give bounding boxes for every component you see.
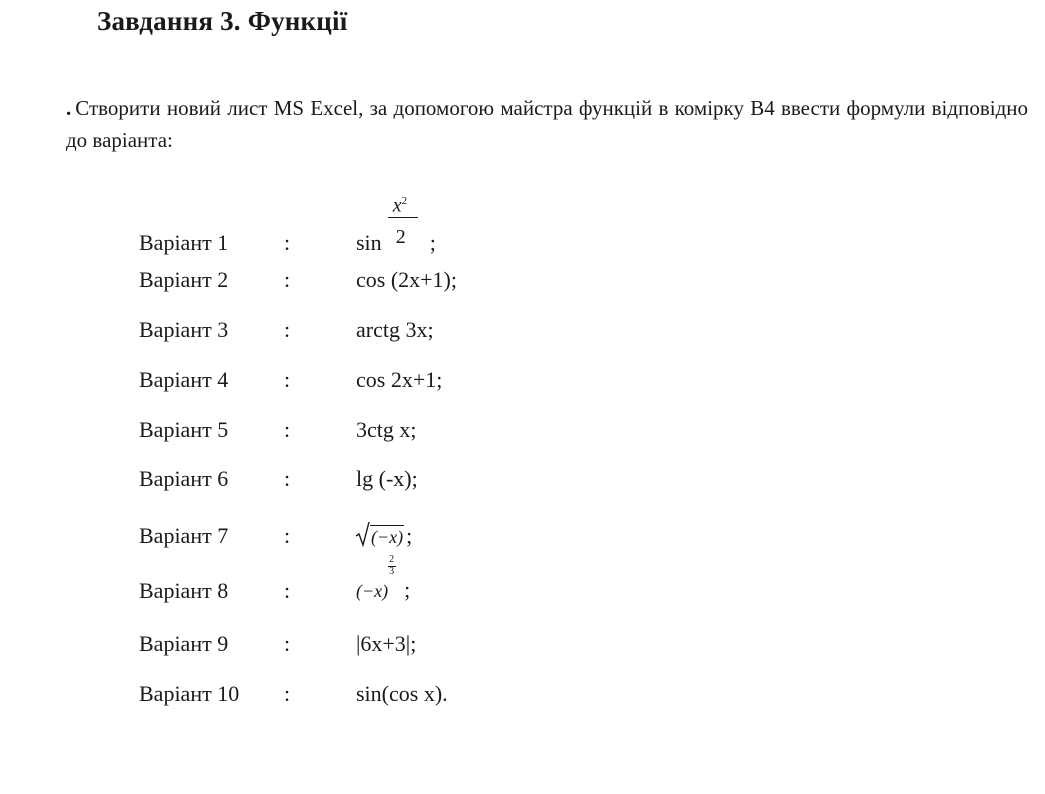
exponent-denominator: 3 xyxy=(389,566,395,577)
variant-colon: : xyxy=(284,523,291,548)
variant-formula xyxy=(356,554,411,604)
variant-label: Варіант 3 xyxy=(139,317,229,342)
power-exponent xyxy=(388,554,398,597)
variant-colon: : xyxy=(284,230,291,255)
variant-colon: : xyxy=(284,466,291,491)
variant-formula: |6x+3|; xyxy=(356,631,417,656)
power-base: (−x) xyxy=(356,581,389,601)
fraction-denominator: 2 xyxy=(395,226,406,248)
variant-colon: : xyxy=(284,367,291,392)
variant-formula: sin(cos x). xyxy=(356,681,448,706)
variant-row-2 xyxy=(0,259,700,293)
numerator-exponent: 2 xyxy=(401,195,408,207)
variant-row-8 xyxy=(0,554,700,604)
instruction-bullet: . xyxy=(66,96,72,120)
variant-row-3 xyxy=(0,309,700,343)
variant-label: Варіант 7 xyxy=(139,523,229,548)
variant-row-9 xyxy=(0,623,700,657)
variant-label: Варіант 2 xyxy=(139,267,229,292)
variant-label: Варіант 9 xyxy=(139,631,229,656)
formula-tail: ; xyxy=(406,523,413,548)
variant-formula xyxy=(356,194,436,256)
instruction-text: Створити новий лист MS Excel, за допомогою майстра функцій в комірку B4 ввести формули відповідно до варіанта: xyxy=(66,96,1028,152)
variant-formula: lg (-x); xyxy=(356,466,418,491)
exponent-numerator: 2 xyxy=(389,554,395,565)
variant-colon: : xyxy=(284,267,291,292)
variant-row-7 xyxy=(0,515,700,549)
variant-formula: cos (2x+1); xyxy=(356,267,457,292)
variant-label: Варіант 5 xyxy=(139,417,229,442)
variant-row-1 xyxy=(0,194,700,256)
formula-tail: ; xyxy=(429,230,436,255)
formula-fraction xyxy=(388,194,420,250)
variant-formula: arctg 3x; xyxy=(356,317,434,342)
variant-label: Варіант 6 xyxy=(139,466,229,491)
variant-label: Варіант 8 xyxy=(139,578,229,603)
variant-label: Варіант 10 xyxy=(139,681,240,706)
formula-tail: ; xyxy=(404,577,411,602)
fraction-bar xyxy=(388,217,418,218)
radicand: (−x) xyxy=(371,527,404,547)
variant-colon: : xyxy=(284,631,291,656)
task-instruction xyxy=(66,92,1028,156)
variant-row-10 xyxy=(0,673,700,707)
variant-colon: : xyxy=(284,317,291,342)
fraction-numerator xyxy=(393,188,407,219)
page-title: Завдання 3. Функції xyxy=(97,6,348,36)
variant-formula: cos 2x+1; xyxy=(356,367,443,392)
variant-row-5 xyxy=(0,409,700,443)
variant-colon: : xyxy=(284,578,291,603)
numerator-variable: x xyxy=(392,194,402,217)
variant-colon: : xyxy=(284,681,291,706)
formula-function: sin xyxy=(356,230,382,255)
variant-label: Варіант 1 xyxy=(139,230,229,255)
variant-formula: 3ctg x; xyxy=(356,417,417,442)
variant-row-4 xyxy=(0,359,700,393)
variant-colon: : xyxy=(284,417,291,442)
square-root-icon xyxy=(356,523,370,548)
variant-row-6 xyxy=(0,458,700,492)
variant-label: Варіант 4 xyxy=(139,367,229,392)
variant-formula xyxy=(356,521,412,549)
